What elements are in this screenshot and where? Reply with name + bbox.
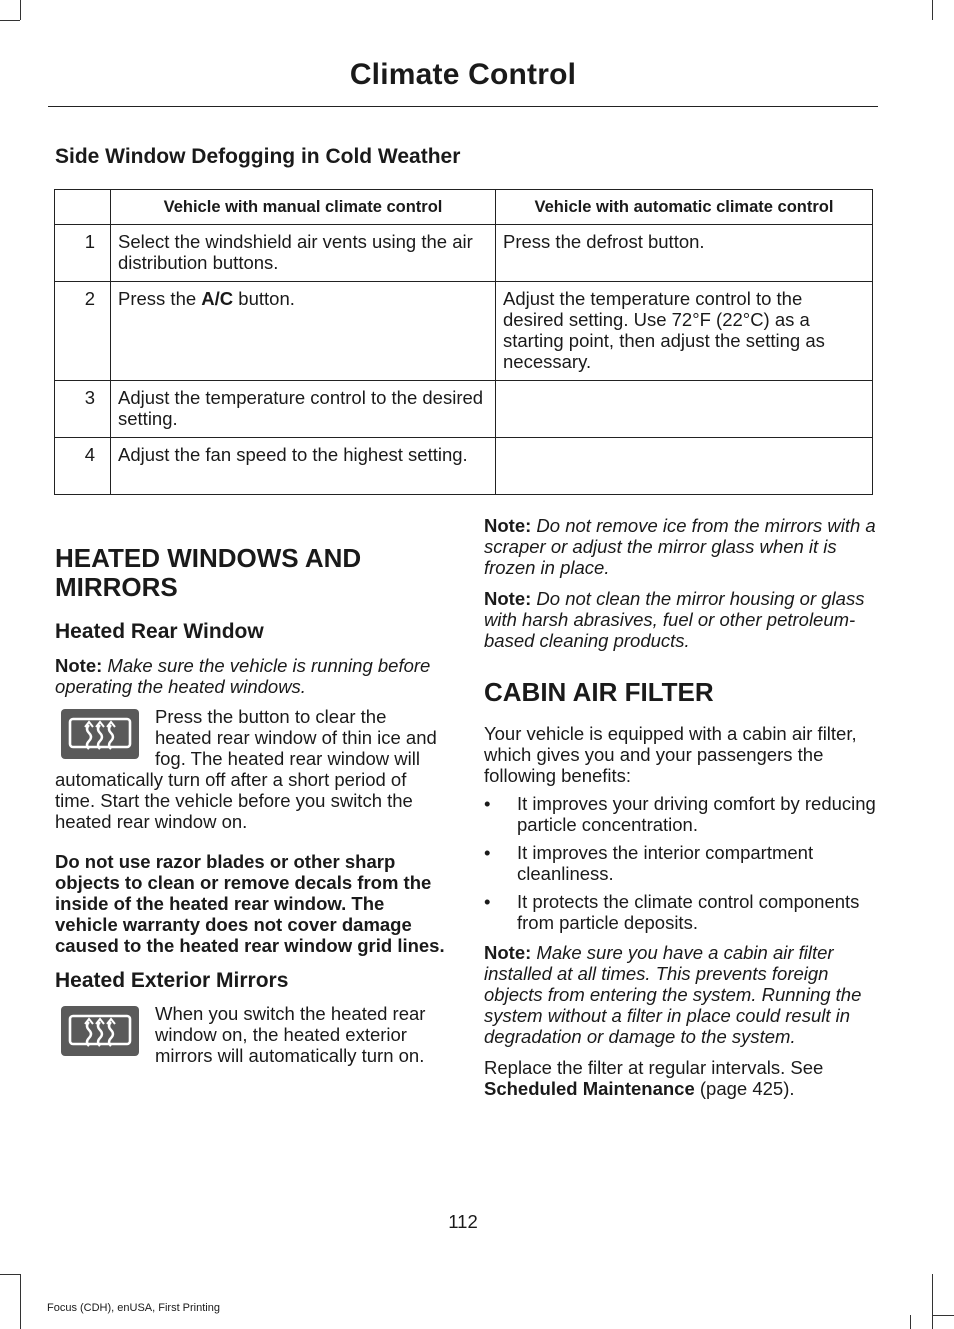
note-label: Note: xyxy=(55,655,103,676)
manual-step: Select the windshield air vents using the air distribution buttons. xyxy=(111,225,496,282)
replace-text: Replace the filter at regular intervals. See xyxy=(484,1057,824,1078)
auto-step xyxy=(496,438,873,495)
bullet: • xyxy=(484,842,491,863)
table-row xyxy=(55,438,873,495)
note-text: Do not clean the mirror housing or glass with harsh abrasives, fuel or other petroleum-based cleaning products. xyxy=(484,588,865,651)
benefits-list xyxy=(484,793,876,933)
list-item-text: It improves the interior compartment cleanliness. xyxy=(517,842,814,884)
list-item xyxy=(484,793,876,835)
note-label: Note: xyxy=(484,515,532,536)
defog-table xyxy=(54,189,873,495)
defog-heading: Side Window Defogging in Cold Weather xyxy=(55,145,461,168)
note-text: Make sure the vehicle is running before operating the heated windows. xyxy=(55,655,431,697)
note-label: Note: xyxy=(484,588,532,609)
scheduled-maintenance-link[interactable]: Scheduled Maintenance xyxy=(484,1078,695,1099)
footer-text: Focus (CDH), enUSA, First Printing xyxy=(47,1302,220,1314)
heated-rear-window-heading: Heated Rear Window xyxy=(55,620,264,643)
auto-step xyxy=(496,381,873,438)
mirrors-paragraph xyxy=(55,1003,445,1066)
page-number: 112 xyxy=(448,1211,478,1232)
cabin-intro: Your vehicle is equipped with a cabin air filter, which gives you and your passengers the following benefits: xyxy=(484,723,857,786)
list-item-text: It improves your driving comfort by reducing particle concentration. xyxy=(517,793,876,835)
cabin-air-filter-heading: CABIN AIR FILTER xyxy=(484,677,714,707)
note xyxy=(484,588,876,651)
note xyxy=(484,515,876,578)
step-number: 2 xyxy=(55,282,111,381)
page-title: Climate Control xyxy=(349,58,577,91)
left-column xyxy=(55,544,445,1066)
page-reference: (page 425). xyxy=(694,1078,795,1099)
heated-mirrors-heading: Heated Exterior Mirrors xyxy=(55,969,289,992)
replace-filter-text xyxy=(484,1057,876,1099)
note-label: Note: xyxy=(484,942,532,963)
auto-step: Adjust the temperature control to the desired setting. Use 72°F (22°C) as a starting point, then adjust the setting as necessary. xyxy=(496,282,873,381)
manual-step: Adjust the fan speed to the highest setting. xyxy=(111,438,496,495)
title-divider xyxy=(48,106,878,107)
rear-window-text: Press the button to clear the heated rear window of thin ice and fog. The heated rear window will automatically turn off after a short period of time. Start the vehicle before you switch the heated rear window on. xyxy=(55,706,437,832)
crop-mark xyxy=(20,0,21,20)
auto-step: Press the defrost button. xyxy=(496,225,873,282)
crop-mark xyxy=(932,1274,933,1329)
crop-mark xyxy=(0,20,20,21)
manual-step-text: button. xyxy=(233,288,295,309)
manual-step xyxy=(111,282,496,381)
table-header-num xyxy=(55,190,111,225)
table-header-row xyxy=(55,190,873,225)
list-item-text: It protects the climate control components from particle deposits. xyxy=(517,891,860,933)
note-text: Make sure you have a cabin air filter installed at all times. This prevents foreign objects from entering the system. Running the system without a filter in place could result in degradation or damage to the system. xyxy=(484,942,862,1047)
list-item xyxy=(484,891,876,933)
bullet: • xyxy=(484,793,491,814)
step-number: 4 xyxy=(55,438,111,495)
table-row xyxy=(55,381,873,438)
crop-mark xyxy=(932,0,933,20)
right-column xyxy=(484,515,876,1099)
warning-text: Do not use razor blades or other sharp objects to clean or remove decals from the inside of the heated rear window. The vehicle warranty does not cover damage caused to the heated rear window grid lines. xyxy=(55,851,445,956)
step-number: 3 xyxy=(55,381,111,438)
table-header-manual: Vehicle with manual climate control xyxy=(111,190,496,225)
note xyxy=(55,655,445,697)
manual-step-text: Press the xyxy=(118,288,202,309)
bullet: • xyxy=(484,891,491,912)
step-number: 1 xyxy=(55,225,111,282)
crop-mark xyxy=(932,1315,954,1316)
note xyxy=(484,942,876,1047)
heated-rear-window-icon xyxy=(61,709,139,759)
heated-rear-window-icon xyxy=(61,1006,139,1056)
crop-mark xyxy=(910,1315,911,1329)
table-row xyxy=(55,282,873,381)
rear-window-paragraph xyxy=(55,706,445,832)
table-row xyxy=(55,225,873,282)
list-item xyxy=(484,842,876,884)
heated-heading: HEATED WINDOWS AND MIRRORS xyxy=(55,543,362,602)
note-text: Do not remove ice from the mirrors with a scraper or adjust the mirror glass when it is frozen in place. xyxy=(484,515,876,578)
mirrors-text: When you switch the heated rear window on, the heated exterior mirrors will automatically turn on. xyxy=(155,1003,426,1066)
table-header-auto: Vehicle with automatic climate control xyxy=(496,190,873,225)
ac-button-label: A/C xyxy=(201,288,234,309)
crop-mark xyxy=(20,1274,21,1329)
manual-step: Adjust the temperature control to the desired setting. xyxy=(111,381,496,438)
crop-mark xyxy=(0,1274,20,1275)
